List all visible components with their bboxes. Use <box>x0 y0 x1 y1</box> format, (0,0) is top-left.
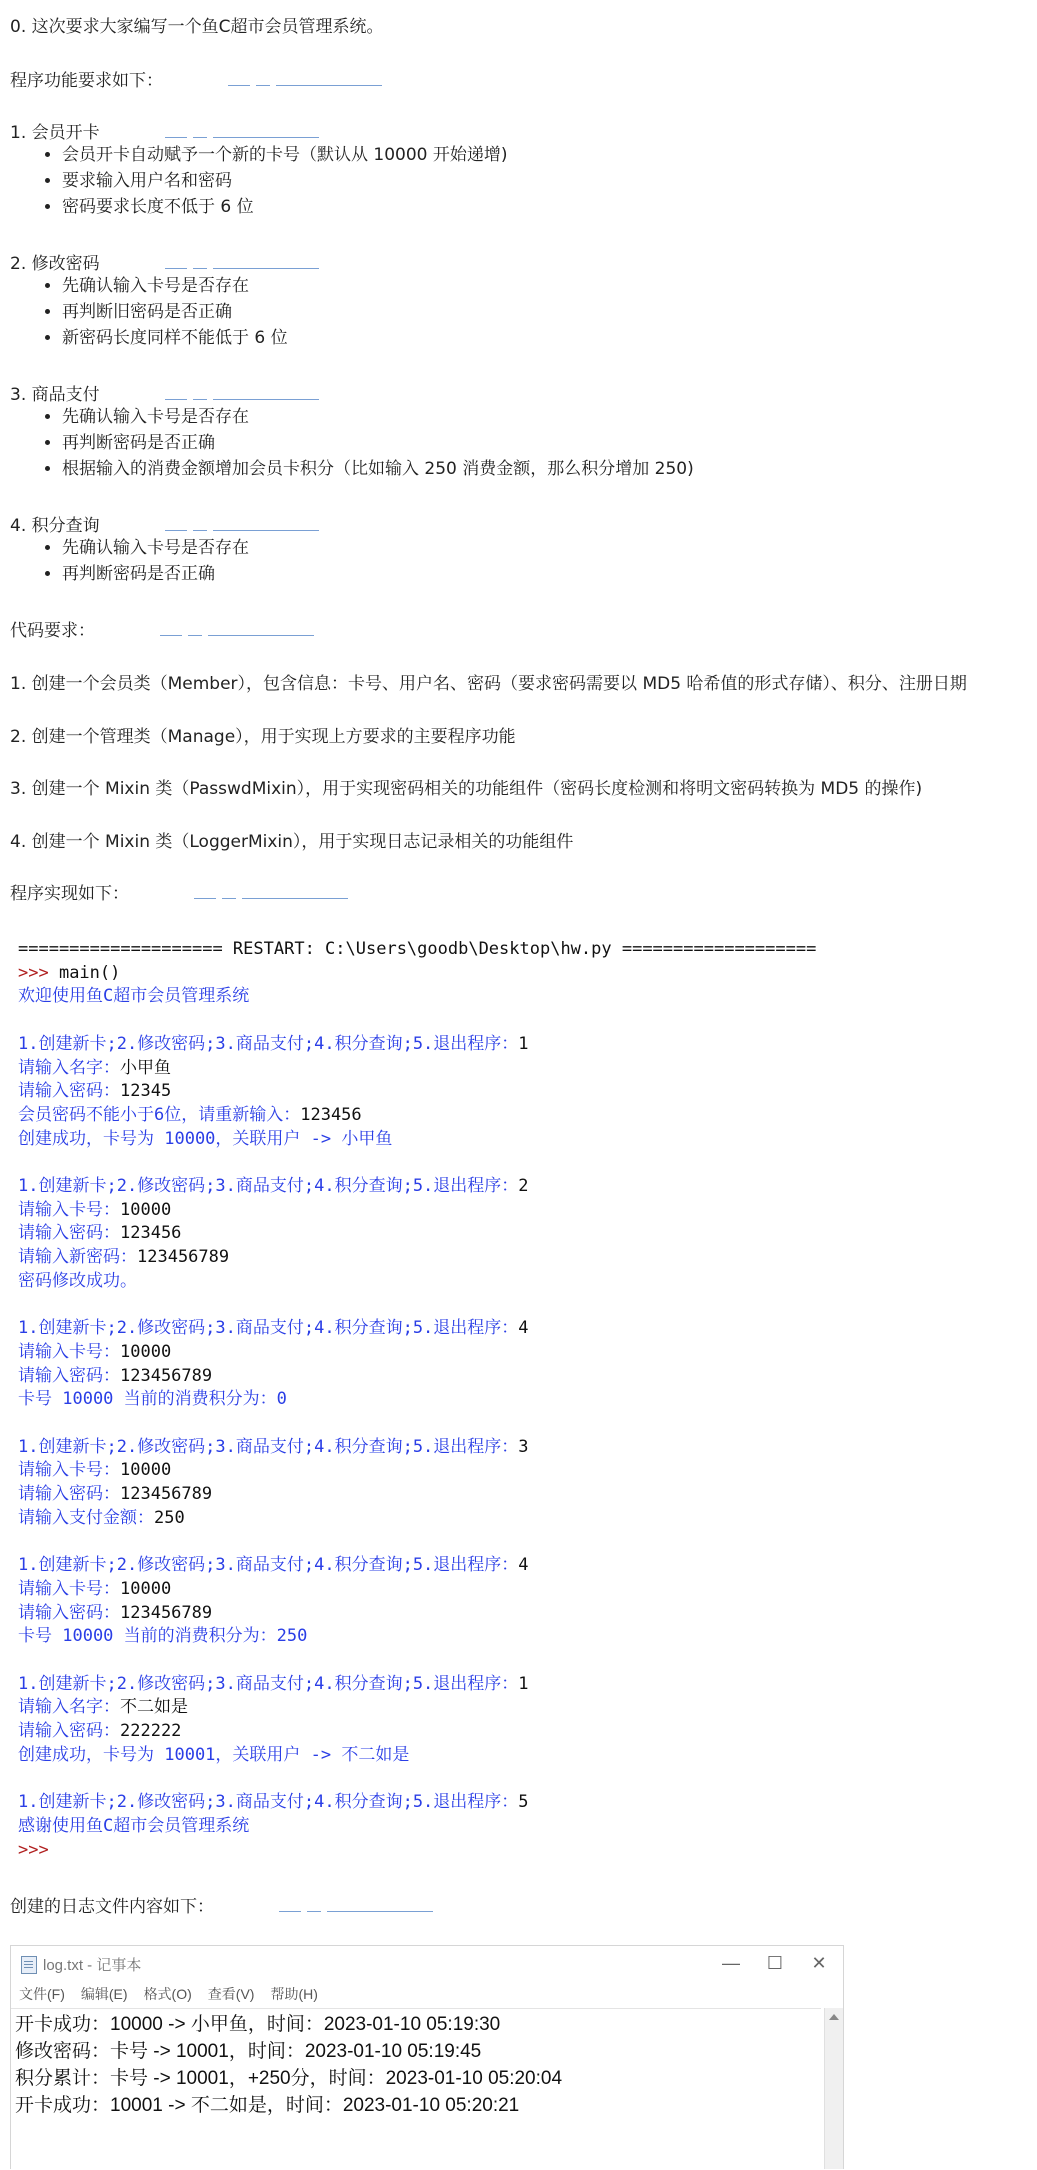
console-line <box>18 1577 171 1601</box>
scroll-up-arrow-icon[interactable] <box>829 2014 839 2020</box>
console-line <box>18 1103 362 1127</box>
menu-bar <box>11 1984 326 2006</box>
log-heading <box>10 1892 279 1917</box>
console-text: 请输入新密码： <box>18 1247 137 1268</box>
close-button[interactable]: ✕ <box>811 1953 827 1973</box>
maximize-button[interactable]: ☐ <box>766 1953 784 1973</box>
notepad-titlebar[interactable] <box>11 1946 843 1980</box>
console-text: 1 <box>518 1673 529 1694</box>
console-text: 123456789 <box>120 1484 213 1505</box>
log-line: 积分累计：卡号 -> 10001，+250分，时间：2023-01-10 05:20:04 <box>15 2068 563 2089</box>
notepad-text-area[interactable] <box>11 2008 821 2170</box>
console-text: 1.创建新卡;2.修改密码;3.商品支付;4.积分查询;5.退出程序： <box>18 1176 519 1196</box>
impl-heading-text: 程序实现如下： <box>10 884 129 904</box>
section-title-text: 4. 积分查询 <box>10 516 100 536</box>
console-text: 10000 <box>120 1578 172 1599</box>
menu-format[interactable]: 格式(O) <box>143 1986 192 2002</box>
console-text: 创建成功，卡号为 10001，关联用户 -> 不二如是 <box>18 1744 410 1765</box>
list-item: • 先确认输入卡号是否存在 <box>62 535 249 561</box>
console-text: 12345 <box>120 1081 172 1102</box>
function-heading <box>10 66 228 91</box>
console-line <box>18 937 816 961</box>
console-text: 123456789 <box>120 1365 213 1386</box>
log-heading-text: 创建的日志文件内容如下： <box>10 1897 214 1917</box>
shell-prompt: >>> <box>18 1839 49 1860</box>
menu-view[interactable]: 查看(V) <box>207 1986 255 2002</box>
list-item: • 再判断密码是否正确 <box>62 430 694 456</box>
console-line <box>18 1435 529 1459</box>
console-text: 1.创建新卡;2.修改密码;3.商品支付;4.积分查询;5.退出程序： <box>18 1792 519 1813</box>
console-text: 会员密码不能小于6位，请重新输入： <box>18 1104 301 1125</box>
console-text: 感谢使用鱼C超市会员管理系统 <box>18 1815 250 1836</box>
console-line <box>18 1079 171 1103</box>
section-title-text: 1. 会员开卡 <box>10 123 100 143</box>
menu-edit[interactable]: 编辑(E) <box>80 1986 128 2002</box>
console-text: 4 <box>518 1555 529 1576</box>
console-line <box>18 1672 529 1696</box>
console-line <box>18 1364 212 1388</box>
console-text: 小甲鱼 <box>120 1057 171 1078</box>
list-item: • 先确认输入卡号是否存在 <box>62 273 288 299</box>
console-text: 请输入密码： <box>18 1223 120 1244</box>
section-title-1 <box>10 118 165 143</box>
console-text: 123456 <box>120 1223 182 1244</box>
log-line: 修改密码：卡号 -> 10001，时间：2023-01-10 05:19:45 <box>15 2041 482 2062</box>
code-req-2: 2. 创建一个管理类（Manage），用于实现上方要求的主要程序功能 <box>10 727 516 747</box>
console-line <box>18 961 120 985</box>
console-text: 请输入卡号： <box>18 1199 120 1220</box>
vertical-scrollbar[interactable] <box>824 2008 843 2169</box>
list-item: • 要求输入用户名和密码 <box>62 168 508 194</box>
console-line <box>18 1198 171 1222</box>
impl-heading <box>10 879 194 904</box>
console-text: ==================== RESTART: C:\Users\goodb\Desktop\hw.py =================== <box>18 939 817 959</box>
code-heading <box>10 616 160 641</box>
console-text: 不二如是 <box>120 1697 188 1718</box>
console-text: 卡号 10000 当前的消费积分为：0 <box>18 1389 287 1410</box>
section-title-2 <box>10 249 165 274</box>
shell-prompt: >>> <box>18 962 59 983</box>
section-title-3 <box>10 380 165 405</box>
list-item: • 根据输入的消费金额增加会员卡积分（比如输入 250 消费金额，那么积分增加 250) <box>62 456 694 482</box>
console-text: 1 <box>518 1033 529 1054</box>
console-line <box>18 1458 171 1482</box>
section-title-text: 2. 修改密码 <box>10 254 100 274</box>
console-line <box>18 1482 212 1506</box>
console-text: 1.创建新卡;2.修改密码;3.商品支付;4.积分查询;5.退出程序： <box>18 1673 519 1694</box>
console-text: 4 <box>518 1318 529 1339</box>
console-text: 请输入名字： <box>18 1057 120 1078</box>
console-text: 123456789 <box>120 1602 213 1623</box>
section-list-2 <box>10 273 288 351</box>
menu-file[interactable]: 文件(F) <box>19 1986 65 2002</box>
notepad-icon <box>21 1956 37 1974</box>
console-text: 欢迎使用鱼C超市会员管理系统 <box>18 986 250 1007</box>
code-req-4: 4. 创建一个 Mixin 类（LoggerMixin），用于实现日志记录相关的功能组件 <box>10 832 574 852</box>
console-text: 卡号 10000 当前的消费积分为：250 <box>18 1626 308 1647</box>
console-line <box>18 1743 409 1767</box>
section-list-1 <box>10 142 508 220</box>
console-text: 1.创建新卡;2.修改密码;3.商品支付;4.积分查询;5.退出程序： <box>18 1033 519 1054</box>
log-line: 开卡成功：10001 -> 不二如是，时间：2023-01-10 05:20:21 <box>15 2095 520 2116</box>
console-text: 请输入密码： <box>18 1365 120 1386</box>
code-req-1: 1. 创建一个会员类（Member），包含信息：卡号、用户名、密码（要求密码需要以 MD5 哈希值的形式存储）、积分、注册日期 <box>10 674 967 694</box>
console-line <box>18 1624 307 1648</box>
section-title-4 <box>10 511 165 536</box>
minimize-button[interactable]: — <box>722 1953 740 1973</box>
console-line <box>18 1174 529 1198</box>
console-text: 3 <box>518 1436 529 1457</box>
console-text: 请输入密码： <box>18 1484 120 1505</box>
console-line <box>18 1838 49 1862</box>
console-text: 请输入卡号： <box>18 1578 120 1599</box>
list-item: • 再判断密码是否正确 <box>62 561 249 587</box>
console-text: 1.创建新卡;2.修改密码;3.商品支付;4.积分查询;5.退出程序： <box>18 1436 519 1457</box>
console-line <box>18 1056 171 1080</box>
console-line <box>18 984 249 1008</box>
console-text: 1.创建新卡;2.修改密码;3.商品支付;4.积分查询;5.退出程序： <box>18 1318 519 1339</box>
list-item: • 密码要求长度不低于 6 位 <box>62 194 508 220</box>
console-line <box>18 1790 529 1814</box>
console-text: 10000 <box>120 1460 172 1481</box>
list-item: • 先确认输入卡号是否存在 <box>62 404 694 430</box>
window-title: log.txt - 记事本 <box>43 1957 142 1974</box>
menu-help[interactable]: 帮助(H) <box>270 1986 318 2002</box>
console-line <box>18 1601 212 1625</box>
section-title-text: 3. 商品支付 <box>10 385 100 405</box>
console-text: 5 <box>518 1792 529 1813</box>
console-text: 10000 <box>120 1341 172 1362</box>
console-text: 请输入密码： <box>18 1721 120 1742</box>
list-item: • 新密码长度同样不能低于 6 位 <box>62 325 288 351</box>
console-line <box>18 1316 529 1340</box>
console-text: main() <box>58 962 121 983</box>
console-text: 请输入卡号： <box>18 1341 120 1362</box>
console-text: 请输入密码： <box>18 1602 120 1623</box>
section-list-3 <box>10 404 694 482</box>
console-text: 10000 <box>120 1199 172 1220</box>
list-item: • 再判断旧密码是否正确 <box>62 299 288 325</box>
console-text: 2 <box>518 1176 529 1196</box>
console-line <box>18 1553 529 1577</box>
console-line <box>18 1221 181 1245</box>
console-text: 1.创建新卡;2.修改密码;3.商品支付;4.积分查询;5.退出程序： <box>18 1555 519 1576</box>
intro-text: 0. 这次要求大家编写一个鱼C超市会员管理系统。 <box>10 17 384 37</box>
notepad-window <box>10 1945 844 2169</box>
console-line <box>18 1719 181 1743</box>
code-req-3: 3. 创建一个 Mixin 类（PasswdMixin），用于实现密码相关的功能组件（密码长度检测和将明文密码转换为 MD5 的操作) <box>10 779 923 799</box>
console-line <box>18 1032 529 1056</box>
console-line <box>18 1127 392 1151</box>
console-line <box>18 1245 229 1269</box>
log-line: 开卡成功：10000 -> 小甲鱼，时间：2023-01-10 05:19:30 <box>15 2014 501 2035</box>
console-text: 222222 <box>120 1721 182 1742</box>
console-text: 123456789 <box>137 1247 230 1268</box>
console-text: 密码修改成功。 <box>18 1270 137 1291</box>
console-text: 请输入密码： <box>18 1081 120 1102</box>
console-text: 请输入卡号： <box>18 1460 120 1481</box>
function-heading-text: 程序功能要求如下： <box>10 71 163 91</box>
console-text: 请输入支付金额： <box>18 1507 154 1528</box>
console-text: 创建成功，卡号为 10000，关联用户 -> 小甲鱼 <box>18 1128 393 1149</box>
console-text: 请输入名字： <box>18 1697 120 1718</box>
console-line <box>18 1814 249 1838</box>
console-line <box>18 1340 171 1364</box>
console-line <box>18 1269 137 1293</box>
code-heading-text: 代码要求： <box>10 621 95 641</box>
console-line <box>18 1387 287 1411</box>
console-text: 250 <box>154 1507 185 1528</box>
console-text: 123456 <box>300 1104 362 1125</box>
console-line <box>18 1506 185 1530</box>
list-item: • 会员开卡自动赋予一个新的卡号（默认从 10000 开始递增) <box>62 142 508 168</box>
console-line <box>18 1695 188 1719</box>
section-list-4 <box>10 535 249 587</box>
